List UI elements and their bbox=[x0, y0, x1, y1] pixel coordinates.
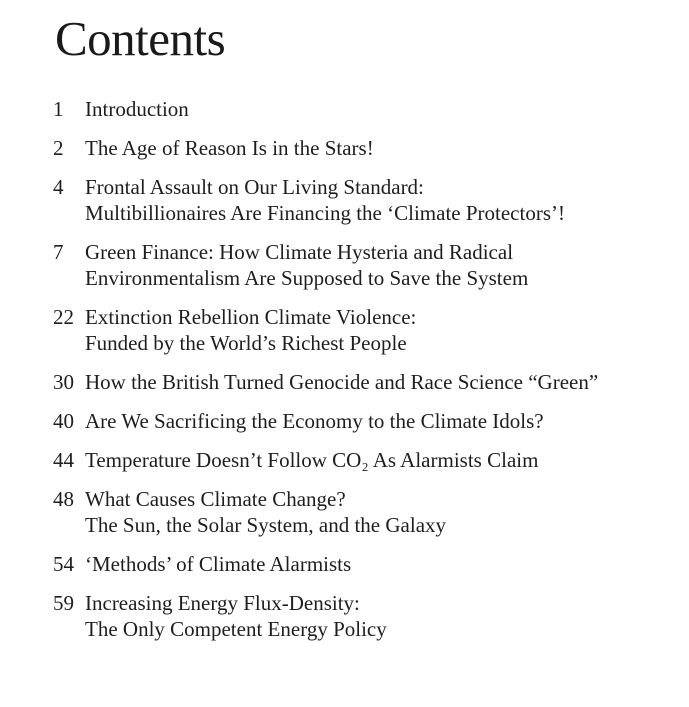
toc-entry bbox=[53, 96, 683, 122]
toc-entry bbox=[53, 590, 683, 642]
toc-entry bbox=[53, 174, 683, 226]
toc-title-line: The Only Competent Energy Policy bbox=[85, 617, 387, 641]
toc-entry bbox=[53, 408, 683, 434]
toc-title-line: ‘Methods’ of Climate Alarmists bbox=[85, 552, 352, 576]
toc-page-number: 22 bbox=[53, 305, 74, 329]
toc-title-line: Funded by the World’s Richest People bbox=[85, 331, 407, 355]
toc-page-number: 1 bbox=[53, 97, 64, 121]
toc-page-number: 48 bbox=[53, 487, 74, 511]
toc-title bbox=[85, 135, 683, 161]
table-of-contents bbox=[53, 96, 683, 655]
toc-title-line: What Causes Climate Change? bbox=[85, 487, 346, 511]
toc-title-line: Frontal Assault on Our Living Standard: bbox=[85, 175, 424, 199]
toc-page-number: 30 bbox=[53, 370, 74, 394]
page-title: Contents bbox=[55, 11, 226, 66]
toc-entry bbox=[53, 551, 683, 577]
toc-title bbox=[85, 590, 683, 642]
toc-title-line: Temperature Doesn’t Follow CO₂ As Alarmists Claim bbox=[85, 448, 539, 472]
toc-title-line: The Sun, the Solar System, and the Galaxy bbox=[85, 513, 447, 537]
toc-title bbox=[85, 96, 683, 122]
toc-title bbox=[85, 486, 683, 538]
toc-title-line: Extinction Rebellion Climate Violence: bbox=[85, 305, 417, 329]
toc-title-line: Green Finance: How Climate Hysteria and Radical bbox=[85, 240, 514, 264]
toc-title bbox=[85, 447, 683, 473]
toc-title-line: The Age of Reason Is in the Stars! bbox=[85, 136, 374, 160]
toc-title bbox=[85, 174, 683, 226]
toc-title-line: Increasing Energy Flux-Density: bbox=[85, 591, 360, 615]
toc-title-line: Environmentalism Are Supposed to Save the System bbox=[85, 266, 529, 290]
toc-title bbox=[85, 551, 683, 577]
toc-title-line: Multibillionaires Are Financing the ‘Climate Protectors’! bbox=[85, 201, 565, 225]
toc-title-line: Are We Sacrificing the Economy to the Climate Idols? bbox=[85, 409, 544, 433]
toc-page-number: 4 bbox=[53, 175, 64, 199]
toc-entry bbox=[53, 304, 683, 356]
toc-title bbox=[85, 239, 683, 291]
toc-page-number: 59 bbox=[53, 591, 74, 615]
toc-title bbox=[85, 369, 683, 395]
toc-entry bbox=[53, 447, 683, 473]
toc-page-number: 44 bbox=[53, 448, 74, 472]
toc-page-number: 54 bbox=[53, 552, 74, 576]
toc-title-line: Introduction bbox=[85, 97, 189, 121]
toc-entry bbox=[53, 135, 683, 161]
toc-page-number: 40 bbox=[53, 409, 74, 433]
toc-title bbox=[85, 408, 683, 434]
toc-page-number: 7 bbox=[53, 240, 64, 264]
toc-entry bbox=[53, 239, 683, 291]
toc-entry bbox=[53, 369, 683, 395]
toc-entry bbox=[53, 486, 683, 538]
toc-title-line: How the British Turned Genocide and Race Science “Green” bbox=[85, 370, 599, 394]
toc-page-number: 2 bbox=[53, 136, 64, 160]
toc-title bbox=[85, 304, 683, 356]
